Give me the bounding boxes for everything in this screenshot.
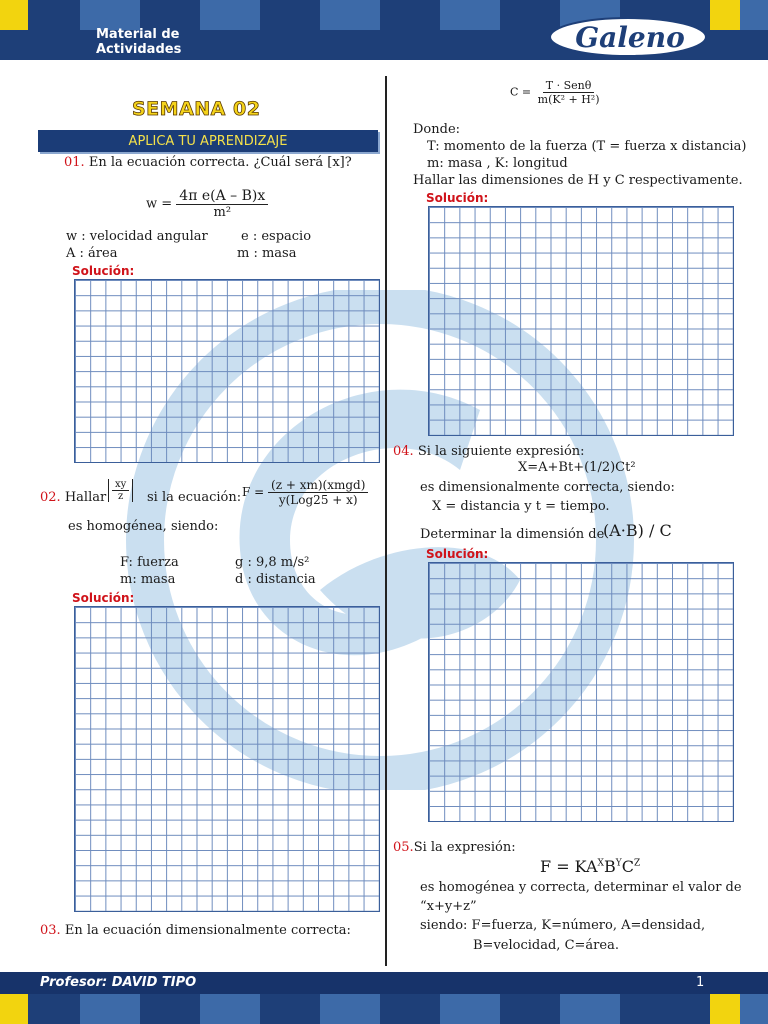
header-tile <box>320 0 380 30</box>
header-tile <box>140 0 200 30</box>
problem-03-line: Hallar las dimensiones de H y C respectivamente. <box>413 173 743 188</box>
header-title-line1: Material de <box>96 27 180 42</box>
section-banner-label: APLICA TU APRENDIZAJE <box>128 134 288 149</box>
equation-fraction <box>268 478 368 507</box>
problem-03-equation <box>510 79 603 106</box>
problem-05-line: “x+y+z” <box>420 899 477 914</box>
problem-01-var: m : masa <box>237 246 297 261</box>
week-title: SEMANA 02 <box>132 98 261 120</box>
bracket-denominator: z <box>118 491 124 502</box>
solution-grid[interactable] <box>428 206 734 436</box>
problem-text: Hallar <box>64 490 107 505</box>
exponent: Y <box>615 858 622 869</box>
problem-01-var: e : espacio <box>241 229 312 244</box>
problem-01-statement <box>64 155 352 171</box>
problem-number: 04. <box>393 444 414 459</box>
column-divider <box>385 76 387 966</box>
equation-part: F = KA <box>540 857 598 876</box>
header-tile <box>28 0 80 30</box>
problem-04-line: es dimensionalmente correcta, siendo: <box>420 480 675 495</box>
equation-lhs: C = <box>510 85 532 99</box>
solution-label: Solución: <box>426 547 489 561</box>
problem-02-bracket <box>108 479 133 502</box>
problem-text: En la ecuación correcta. ¿Cuál será [x]? <box>88 155 352 170</box>
solution-grid[interactable] <box>428 562 734 822</box>
section-banner <box>38 130 378 152</box>
problem-02-var: m: masa <box>120 572 176 587</box>
equation-numerator: T · Senθ <box>543 79 595 93</box>
problem-number: 05. <box>393 840 414 855</box>
solution-label: Solución: <box>72 264 135 278</box>
problem-05-statement <box>393 840 516 856</box>
problem-02-var: F: fuerza <box>120 555 179 570</box>
footer-teacher: Profesor: DAVID TIPO <box>40 975 197 990</box>
equation-fraction <box>535 79 603 106</box>
problem-number: 01. <box>64 155 85 170</box>
problem-text: Si la siguiente expresión: <box>417 444 585 459</box>
equation-numerator: 4π e(A – B)x <box>176 188 268 205</box>
equation-denominator: m² <box>213 205 232 220</box>
problem-01-equation <box>146 188 268 220</box>
equation-part: B <box>603 857 616 876</box>
problem-04-equation: X=A+Bt+(1/2)Ct² <box>518 460 636 475</box>
problem-05-line: siendo: F=fuerza, K=número, A=densidad, <box>420 918 706 933</box>
problem-03-line: m: masa , K: longitud <box>427 156 568 171</box>
equation-numerator: (z + xm)(xmgd) <box>268 478 368 493</box>
problem-02-var: d : distancia <box>235 572 316 587</box>
page-number: 1 <box>696 975 705 990</box>
equation-fraction <box>176 188 268 220</box>
problem-05-line: es homogénea y correcta, determinar el valor de <box>420 880 742 895</box>
problem-04-statement <box>393 444 585 460</box>
header-tile <box>440 0 500 30</box>
problem-text: Si la expresión: <box>413 840 516 855</box>
footer-tiles <box>0 994 768 1024</box>
header-tile <box>0 0 28 30</box>
problem-02-text: si la ecuación: <box>147 490 242 505</box>
problem-03-line: T: momento de la fuerza (T = fuerza x distancia) <box>427 139 747 154</box>
header-tile <box>260 0 320 30</box>
solution-grid[interactable] <box>74 279 380 463</box>
solution-grid[interactable] <box>74 606 380 912</box>
header-tile <box>710 0 740 30</box>
problem-05-line: B=velocidad, C=área. <box>473 938 619 953</box>
header-tile <box>380 0 440 30</box>
problem-02-statement <box>40 490 106 506</box>
problem-text: En la ecuación dimensionalmente correcta: <box>64 923 351 938</box>
header-title-line2: Actividades <box>96 42 182 57</box>
problem-03-statement <box>40 923 351 939</box>
galeno-logo <box>548 16 708 58</box>
problem-02-equation <box>242 478 368 507</box>
header-tile <box>740 0 768 30</box>
problem-number: 02. <box>40 490 61 505</box>
solution-label: Solución: <box>72 591 135 605</box>
problem-05-equation <box>540 857 640 876</box>
exponent: X <box>597 858 604 869</box>
equation-denominator: m(K² + H²) <box>537 93 600 106</box>
logo-text: Galeno <box>575 21 685 54</box>
solution-label: Solución: <box>426 191 489 205</box>
problem-01-var: w : velocidad angular <box>66 229 208 244</box>
header-tile <box>200 0 260 30</box>
problem-number: 03. <box>40 923 61 938</box>
problem-04-line: Determinar la dimensión de <box>420 527 605 542</box>
equation-lhs: w = <box>146 196 173 212</box>
problem-04-target: (A·B) / C <box>603 521 672 540</box>
exponent: Z <box>633 858 641 869</box>
header-title <box>96 27 181 57</box>
problem-02-var: g : 9,8 m/s² <box>235 555 310 570</box>
equation-denominator: y(Log25 + x) <box>278 493 358 507</box>
bracket-numerator: xy <box>112 479 129 491</box>
problem-02-condition: es homogénea, siendo: <box>68 519 219 534</box>
equation-part: C <box>621 857 634 876</box>
problem-04-line: X = distancia y t = tiempo. <box>432 499 610 514</box>
problem-03-donde: Donde: <box>413 122 461 137</box>
header-tile <box>80 0 140 30</box>
problem-01-var: A : área <box>66 246 118 261</box>
equation-lhs: F = <box>242 485 265 499</box>
